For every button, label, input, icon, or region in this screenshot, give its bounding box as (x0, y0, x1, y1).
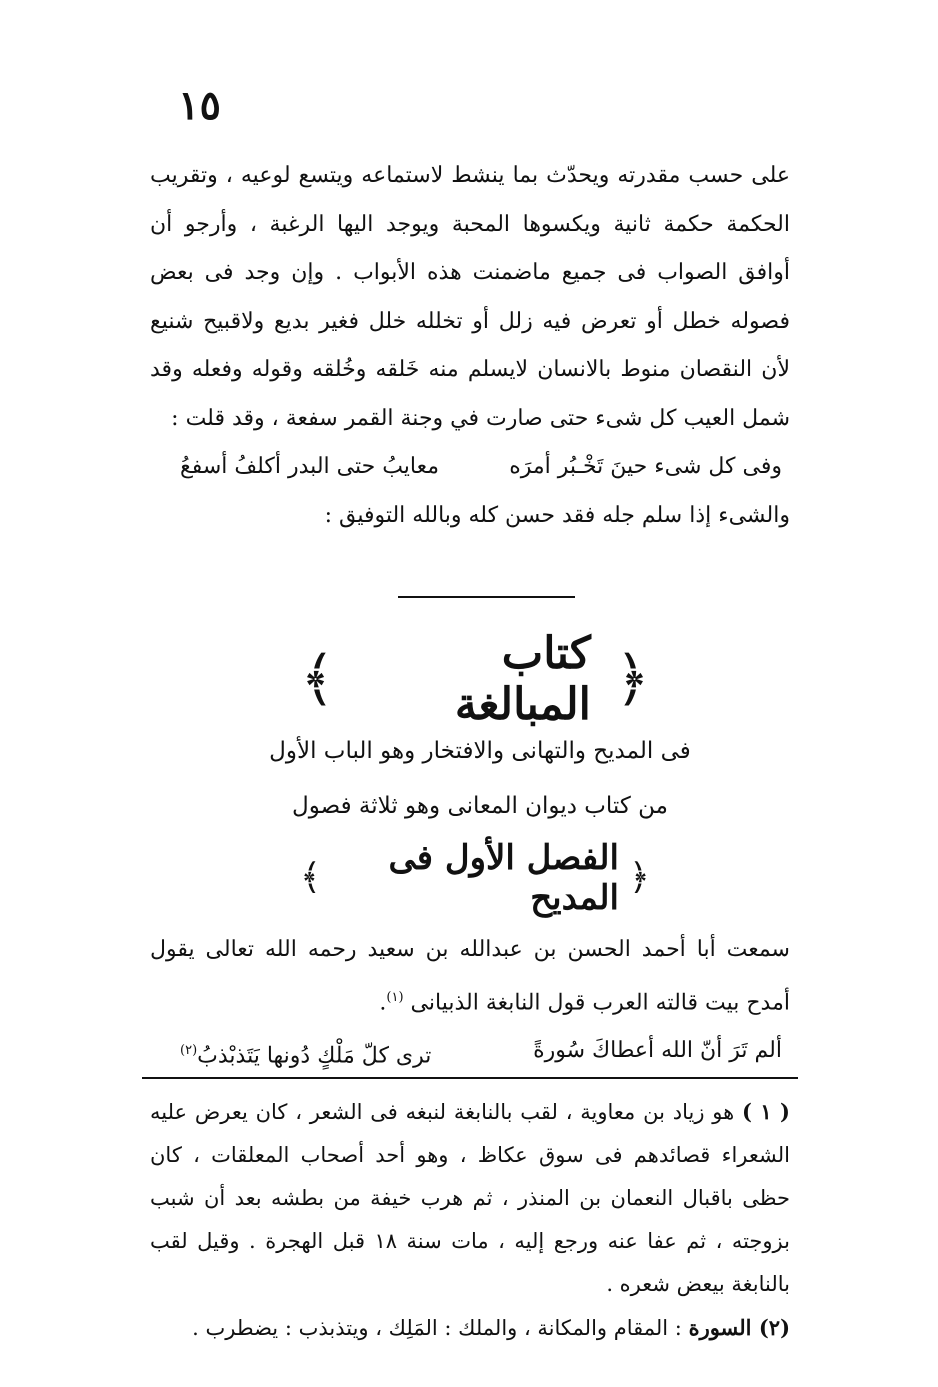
ornamental-bracket-open: ﴿ (614, 644, 650, 714)
main-verse-second-text: ترى كلّ مَلْكٍ دُونها يَتَذبْذبُ (197, 1043, 432, 1069)
footnote-ref-2: (٢) (180, 1043, 198, 1059)
book-title: كتاب المبالغة (454, 628, 591, 730)
intro-verse (150, 443, 790, 492)
ornamental-bracket-close: ﴾ (300, 644, 336, 714)
book-subtitle-line1: فى المديح والتهانى والافتخار وهو الباب الأول (269, 738, 691, 764)
footnote-1 (150, 1090, 790, 1306)
main-verse-first-hemistich: ألم تَرَ أنّ الله أعطاكَ سُورةً (533, 1038, 782, 1064)
footnote-ref-1: (١) (386, 990, 404, 1005)
verse-first-hemistich: وفى كل شىء حينَ تَخْـبُر أمرَه (509, 454, 782, 479)
intro-text (150, 152, 790, 540)
book-subtitle-line2: من كتاب ديوان المعانى وهو ثلاثة فصول (292, 793, 668, 819)
main-text (150, 926, 790, 1081)
footnote-1-text: هو زياد بن معاوية ، لقب بالنابغة لنبغه فى الشعر ، كان يعرض عليه الشعراء قصائدهم فى سوق عكاظ ، وهو أحد أصحاب المعلقات ، كان حظى باقبال النعمان بن المنذر ، ثم هرب خيفة من بطشه بعد أن شبب بزوجته ، ثم عفا عنه ورجع إليه ، مات سنة ١٨ قبل الهجرة . وقيل لقب بالنابغة بيعض شعره . (150, 1100, 790, 1296)
footnote-2-text: : المقام والمكانة ، والملك : المَلِك ، ويتذبذب : يضطرب . (192, 1316, 682, 1340)
intro-closing: والشىء إذا سلم جله فقد حسن كله وبالله التوفيق : (324, 502, 790, 528)
main-verse (150, 1027, 790, 1080)
section-bracket-close: ﴾ (300, 857, 322, 898)
footnote-1-label: ( ١ ) (741, 1099, 790, 1124)
page-number: ١٥ (178, 82, 221, 129)
footnotes (150, 1090, 790, 1350)
book-title-heading (300, 628, 650, 730)
footnote-divider (142, 1077, 798, 1079)
section-divider (398, 596, 575, 598)
main-paragraph-text: سمعت أبا أحمد الحسن بن عبدالله بن سعيد رحمه الله تعالى يقول أمدح بيت قالته العرب قول النابغة الذبيانى (150, 937, 790, 1016)
intro-paragraph: على حسب مقدرته ويحدّث بما ينشط لاستماعه ويتسع لوعيه ، وتقريب الحكمة حكمة ثانية ويكسوها المحبة ويوجد اليها الرغبة ، وأرجو أن أوافق الصواب فى جميع ماضمنت هذه الأبواب . وإن وجد فى بعض فصوله خطل أو تعرض فيه زلل أو تخلله خلل فغير بديع ولاقبيح شنيع لأن النقصان منوط بالانسان لايسلم منه خَلقه وخُلقه وقوله وفعله وقد شمل العيب كل شىء حتى صارت في وجنة القمر سفعة ، وقد قلت : (150, 163, 790, 431)
main-paragraph-end: . (379, 990, 387, 1016)
main-paragraph (150, 926, 790, 1027)
main-verse-second-hemistich (180, 1027, 431, 1080)
verse-second-hemistich: معايبُ حتى البدر أكلفُ أسفعُ (180, 454, 440, 479)
section-heading (300, 838, 650, 918)
footnote-2-label: (٢) السورة (688, 1315, 790, 1340)
section-bracket-open: ﴿ (628, 857, 650, 898)
footnote-2 (150, 1306, 790, 1350)
section-title: الفصل الأول فى المديح (388, 838, 619, 918)
